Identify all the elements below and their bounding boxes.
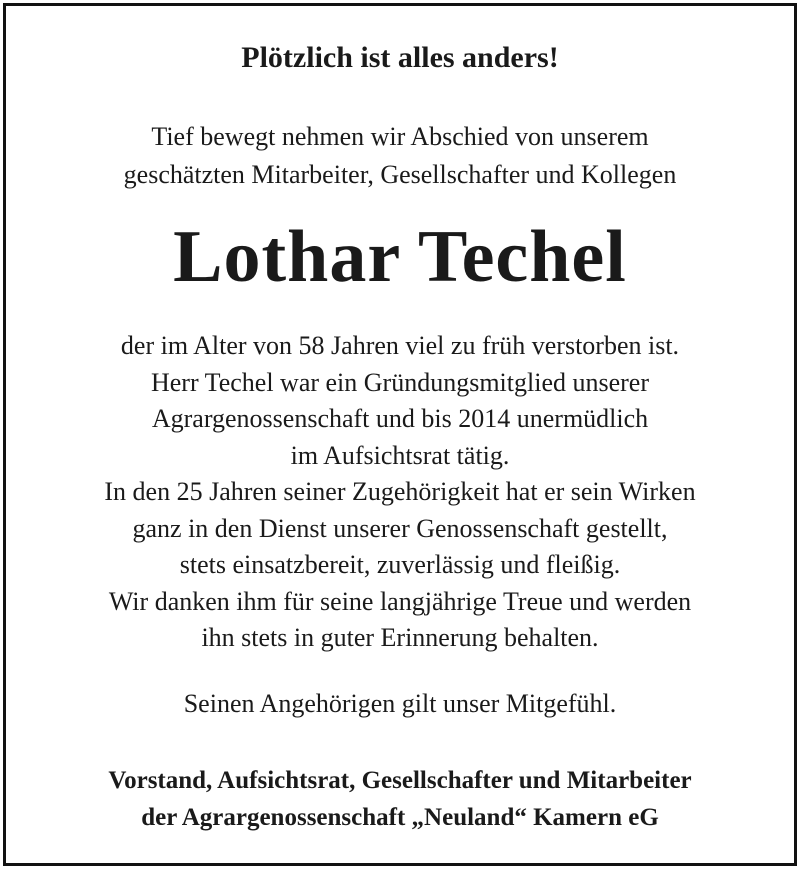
body-line: ganz in den Dienst unserer Genossenschaft gestellt, — [132, 513, 668, 543]
body-line: Agrargenossenschaft und bis 2014 unermüdlich — [151, 404, 649, 433]
body-line: ihn stets in guter Erinnerung behalten. — [201, 623, 599, 652]
condolence-text: Seinen Angehörigen gilt unser Mitgefühl. — [183, 689, 617, 718]
body-text — [6, 328, 794, 657]
body-line: im Aufsichtsrat tätig. — [290, 440, 510, 470]
body-line: In den 25 Jahren seiner Zugehörigkeit hat er sein Wirken — [104, 477, 696, 506]
obituary-notice — [3, 3, 797, 866]
body-line: Herr Techel war ein Gründungsmitglied unserer — [150, 367, 650, 397]
signature-block — [6, 762, 794, 836]
intro-text — [6, 118, 794, 194]
signature-line: Vorstand, Aufsichtsrat, Gesellschafter und Mitarbeiter — [108, 767, 692, 794]
headline: Plötzlich ist alles anders! — [241, 41, 559, 74]
intro-line: geschätzten Mitarbeiter, Gesellschafter und Kollegen — [123, 160, 677, 189]
deceased-name: Lothar Techel — [173, 216, 627, 298]
body-line: stets einsatzbereit, zuverlässig und fleißig. — [179, 550, 621, 579]
intro-line: Tief bewegt nehmen wir Abschied von unserem — [151, 122, 649, 151]
body-line: Wir danken ihm für seine langjährige Treue und werden — [108, 586, 692, 616]
signature-line: der Agrargenossenschaft „Neuland“ Kamern eG — [141, 804, 659, 831]
body-line: der im Alter von 58 Jahren viel zu früh verstorben ist. — [120, 331, 680, 360]
